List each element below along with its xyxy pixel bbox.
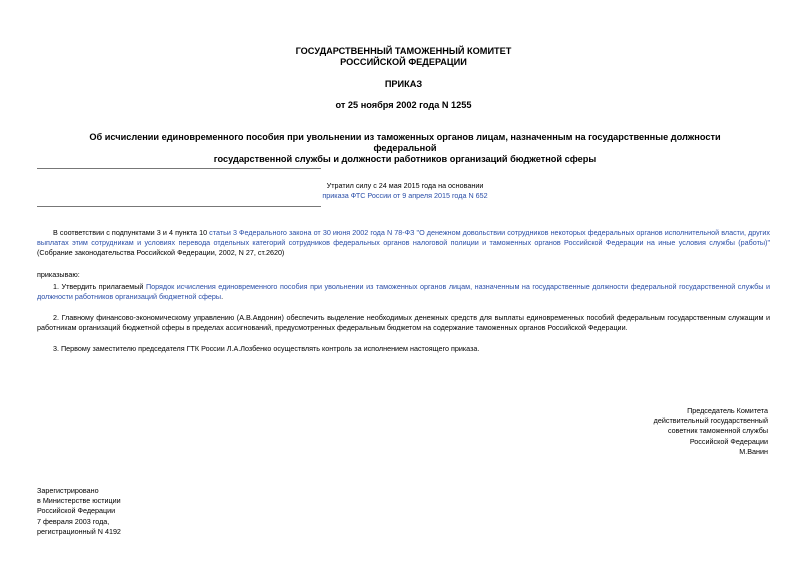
- signature-line-4: Российской Федерации: [689, 436, 768, 446]
- signature-block: [568, 406, 768, 457]
- basis-prefix: В соответствии с подпунктами 3 и 4 пункта 10: [53, 228, 210, 237]
- paragraph-item-3: 3. Первому заместителю председателя ГТК России Л.А.Лозбенко осуществлять контроль за исполнением настоящего приказа.: [53, 344, 480, 353]
- document-date-number: от 25 ноября 2002 года N 1255: [335, 100, 472, 110]
- registration-line-1: Зарегистрировано: [37, 486, 99, 495]
- document-title: [60, 132, 750, 165]
- federal-law-link[interactable]: статьи 3 Федерального закона от 30 июня 2002 года N 78-ФЗ "О денежном довольствии сотрудников некоторых федеральных органов исполнительной власти, других выплатах этим сотрудникам и условиях перевода отдельных категорий сотрудников федеральных органов налоговой полиции и таможенных органов Российской Федерации на иные условия службы (работы)": [37, 228, 770, 247]
- status-repeal-link[interactable]: приказа ФТС России от 9 апреля 2015 года N 652: [322, 191, 488, 200]
- item-1-suffix: .: [221, 292, 224, 301]
- signature-line-2: действительный государственный: [653, 416, 768, 426]
- registration-line-4: 7 февраля 2003 года,: [37, 516, 110, 526]
- paragraph-item-1: [37, 282, 770, 302]
- registration-line-3: Российской Федерации: [37, 506, 116, 516]
- document-type: ПРИКАЗ: [384, 79, 423, 89]
- paragraph-basis: [37, 228, 770, 258]
- basis-suffix: (Собрание законодательства Российской Федерации, 2002, N 27, ст.2620): [37, 248, 285, 257]
- title-line-2: государственной службы и должности работников организаций бюджетной сферы: [213, 154, 597, 164]
- title-line-1: Об исчислении единовременного пособия при увольнении из таможенных органов лицам, назначенным на государственные должности федеральной: [89, 132, 721, 153]
- org-line-1: ГОСУДАРСТВЕННЫЙ ТАМОЖЕННЫЙ КОМИТЕТ: [295, 46, 512, 56]
- signature-name: М.Ванин: [739, 446, 768, 456]
- procedure-link[interactable]: Порядок исчисления единовременного пособия при увольнении из таможенных органов лицам, назначенным на государственные должности федеральной государственной службы и должности работников организаций бюджетной сферы: [37, 282, 770, 301]
- status-note: Утратил силу с 24 мая 2015 года на основании: [326, 181, 484, 190]
- org-line-2: РОССИЙСКОЙ ФЕДЕРАЦИИ: [340, 57, 467, 67]
- registration-line-2: в Министерстве юстиции: [37, 496, 121, 506]
- order-word: приказываю:: [37, 270, 80, 279]
- paragraph-item-2: 2. Главному финансово-экономическому управлению (А.В.Авдонин) обеспечить выделение необходимых денежных средств для выплаты единовременных пособий федеральным государственным служащим и работникам организаций бюджетной сферы в пределах ассигнований, предусмотренных федеральным бюджетом на содержание таможенных органов Российской Федерации.: [37, 313, 770, 332]
- signature-line-1: Председатель Комитета: [687, 406, 768, 415]
- registration-block: [37, 486, 237, 537]
- item-1-prefix: 1. Утвердить прилагаемый: [53, 282, 146, 291]
- signature-line-3: советник таможенной службы: [667, 426, 768, 436]
- divider-bottom: [37, 206, 321, 207]
- registration-number: регистрационный N 4192: [37, 526, 121, 536]
- divider-top: [37, 168, 321, 169]
- issuing-organization: [0, 46, 807, 68]
